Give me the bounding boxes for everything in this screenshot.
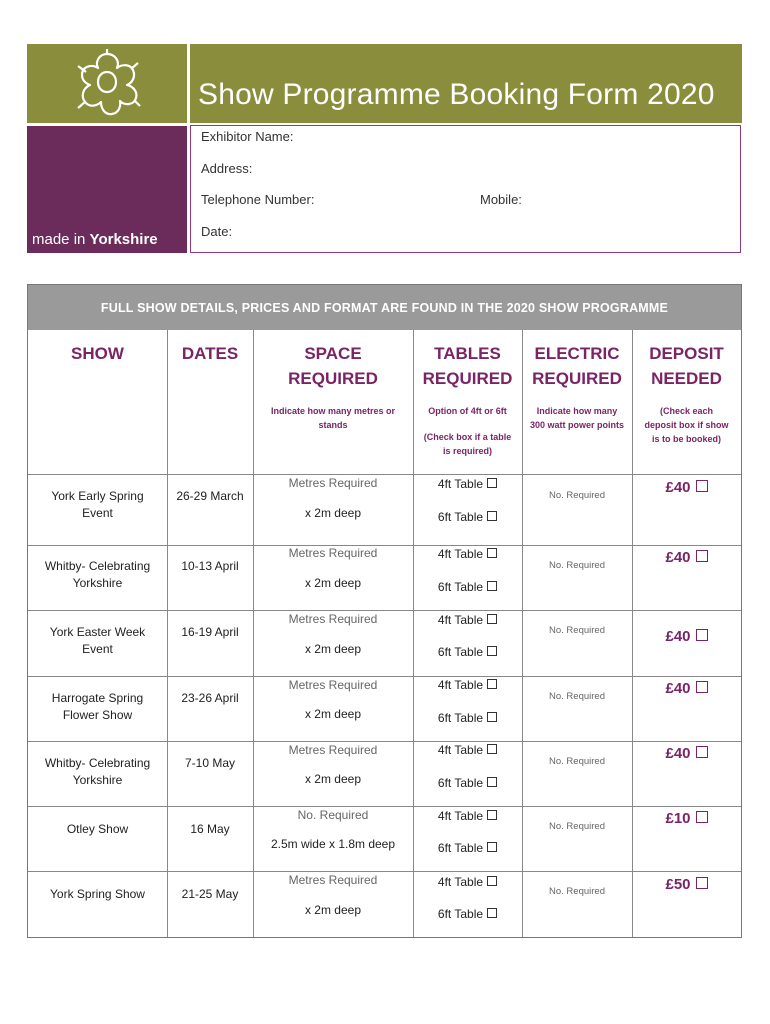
checkbox-icon[interactable]: [487, 511, 497, 521]
show-dates: 16-19 April: [181, 625, 239, 639]
subheader-space: Indicate how many metres or stands: [270, 406, 396, 430]
space-input[interactable]: Metres Required: [288, 612, 378, 626]
subheader-tables-check: (Check box if a table is required): [423, 432, 512, 456]
booking-table: [27, 284, 742, 938]
exhibitor-name-field[interactable]: Exhibitor Name:: [201, 129, 294, 144]
checkbox-icon[interactable]: [487, 744, 497, 754]
space-depth: x 2m deep: [304, 707, 362, 721]
space-input[interactable]: Metres Required: [288, 476, 378, 490]
header-dates: DATES: [181, 344, 239, 363]
show-dates: 23-26 April: [181, 691, 239, 705]
space-input[interactable]: Metres Required: [288, 743, 378, 757]
deposit-option[interactable]: £40: [632, 628, 741, 645]
table-6ft-option[interactable]: 6ft Table: [413, 776, 522, 790]
row-divider: [28, 676, 741, 677]
checkbox-icon[interactable]: [487, 777, 497, 787]
table-4ft-option[interactable]: 4ft Table: [413, 547, 522, 561]
table-4ft-option[interactable]: 4ft Table: [413, 477, 522, 491]
logo-area: [27, 44, 187, 123]
deposit-option[interactable]: £40: [632, 549, 741, 566]
space-depth: x 2m deep: [304, 576, 362, 590]
show-name: Whitby- Celebrating Yorkshire: [44, 559, 151, 590]
checkbox-icon[interactable]: [487, 478, 497, 488]
deposit-option[interactable]: £40: [632, 745, 741, 762]
show-dates: 10-13 April: [181, 559, 239, 573]
space-input[interactable]: Metres Required: [288, 873, 378, 887]
checkbox-icon[interactable]: [487, 646, 497, 656]
table-banner: FULL SHOW DETAILS, PRICES AND FORMAT ARE FOUND IN THE 2020 SHOW PROGRAMME: [28, 285, 741, 330]
space-depth: x 2m deep: [304, 772, 362, 786]
space-input[interactable]: Metres Required: [288, 546, 378, 560]
table-6ft-option[interactable]: 6ft Table: [413, 841, 522, 855]
subheader-deposit: (Check each deposit box if show is to be booked): [644, 406, 729, 444]
checkbox-icon[interactable]: [696, 629, 708, 641]
checkbox-icon[interactable]: [487, 842, 497, 852]
checkbox-icon[interactable]: [696, 480, 708, 492]
checkbox-icon[interactable]: [696, 746, 708, 758]
checkbox-icon[interactable]: [696, 681, 708, 693]
space-depth: 2.5m wide x 1.8m deep: [270, 837, 396, 851]
deposit-option[interactable]: £10: [632, 810, 741, 827]
mobile-field[interactable]: Mobile:: [480, 192, 522, 207]
exhibitor-details-box: [190, 125, 741, 253]
electric-input[interactable]: No. Required: [549, 625, 605, 636]
space-depth: x 2m deep: [304, 642, 362, 656]
header-tables: TABLES REQUIRED: [422, 344, 513, 388]
electric-input[interactable]: No. Required: [549, 560, 605, 571]
show-dates: 7-10 May: [184, 756, 236, 770]
subheader-tables-option: Option of 4ft or 6ft: [428, 406, 507, 416]
header-show: SHOW: [71, 344, 124, 363]
table-4ft-option[interactable]: 4ft Table: [413, 678, 522, 692]
row-divider: [28, 871, 741, 872]
show-name: York Easter Week Event: [49, 625, 146, 656]
electric-input[interactable]: No. Required: [549, 756, 605, 767]
electric-input[interactable]: No. Required: [549, 886, 605, 897]
show-dates: 16 May: [190, 822, 230, 836]
yorkshire-rose-icon: [68, 48, 146, 120]
space-input[interactable]: No. Required: [297, 808, 369, 822]
table-6ft-option[interactable]: 6ft Table: [413, 510, 522, 524]
checkbox-icon[interactable]: [696, 877, 708, 889]
deposit-option[interactable]: £50: [632, 876, 741, 893]
telephone-field[interactable]: Telephone Number:: [201, 192, 315, 207]
header-space: SPACE REQUIRED: [288, 344, 378, 388]
show-name: Whitby- Celebrating Yorkshire: [44, 756, 151, 787]
table-4ft-option[interactable]: 4ft Table: [413, 613, 522, 627]
row-divider: [28, 474, 741, 475]
table-4ft-option[interactable]: 4ft Table: [413, 743, 522, 757]
show-name: York Spring Show: [50, 887, 145, 901]
show-name: Harrogate Spring Flower Show: [51, 691, 144, 722]
table-6ft-option[interactable]: 6ft Table: [413, 580, 522, 594]
address-field[interactable]: Address:: [201, 161, 253, 176]
header-electric: ELECTRIC REQUIRED: [532, 344, 622, 388]
checkbox-icon[interactable]: [487, 908, 497, 918]
deposit-option[interactable]: £40: [632, 680, 741, 697]
table-6ft-option[interactable]: 6ft Table: [413, 907, 522, 921]
header-deposit: DEPOSIT NEEDED: [649, 344, 724, 388]
deposit-option[interactable]: £40: [632, 479, 741, 496]
date-field[interactable]: Date:: [201, 224, 233, 239]
row-divider: [28, 806, 741, 807]
checkbox-icon[interactable]: [487, 581, 497, 591]
row-divider: [28, 610, 741, 611]
brand-tagline: made in Yorkshire: [32, 231, 158, 248]
checkbox-icon[interactable]: [487, 614, 497, 624]
table-4ft-option[interactable]: 4ft Table: [413, 875, 522, 889]
table-4ft-option[interactable]: 4ft Table: [413, 809, 522, 823]
checkbox-icon[interactable]: [487, 679, 497, 689]
checkbox-icon[interactable]: [696, 550, 708, 562]
checkbox-icon[interactable]: [487, 876, 497, 886]
checkbox-icon[interactable]: [487, 810, 497, 820]
row-divider: [28, 741, 741, 742]
checkbox-icon[interactable]: [696, 811, 708, 823]
page-title: Show Programme Booking Form 2020: [198, 78, 715, 111]
subheader-electric: Indicate how many 300 watt power points: [529, 406, 625, 430]
electric-input[interactable]: No. Required: [549, 821, 605, 832]
checkbox-icon[interactable]: [487, 712, 497, 722]
electric-input[interactable]: No. Required: [549, 691, 605, 702]
space-depth: x 2m deep: [304, 903, 362, 917]
show-dates: 21-25 May: [181, 887, 239, 901]
space-depth: x 2m deep: [304, 506, 362, 520]
table-6ft-option[interactable]: 6ft Table: [413, 645, 522, 659]
checkbox-icon[interactable]: [487, 548, 497, 558]
show-name: Otley Show: [66, 822, 129, 836]
show-name: York Early Spring Event: [51, 489, 144, 520]
electric-input[interactable]: No. Required: [549, 490, 605, 501]
show-dates: 26-29 March: [176, 489, 244, 503]
space-input[interactable]: Metres Required: [288, 678, 378, 692]
table-6ft-option[interactable]: 6ft Table: [413, 711, 522, 725]
